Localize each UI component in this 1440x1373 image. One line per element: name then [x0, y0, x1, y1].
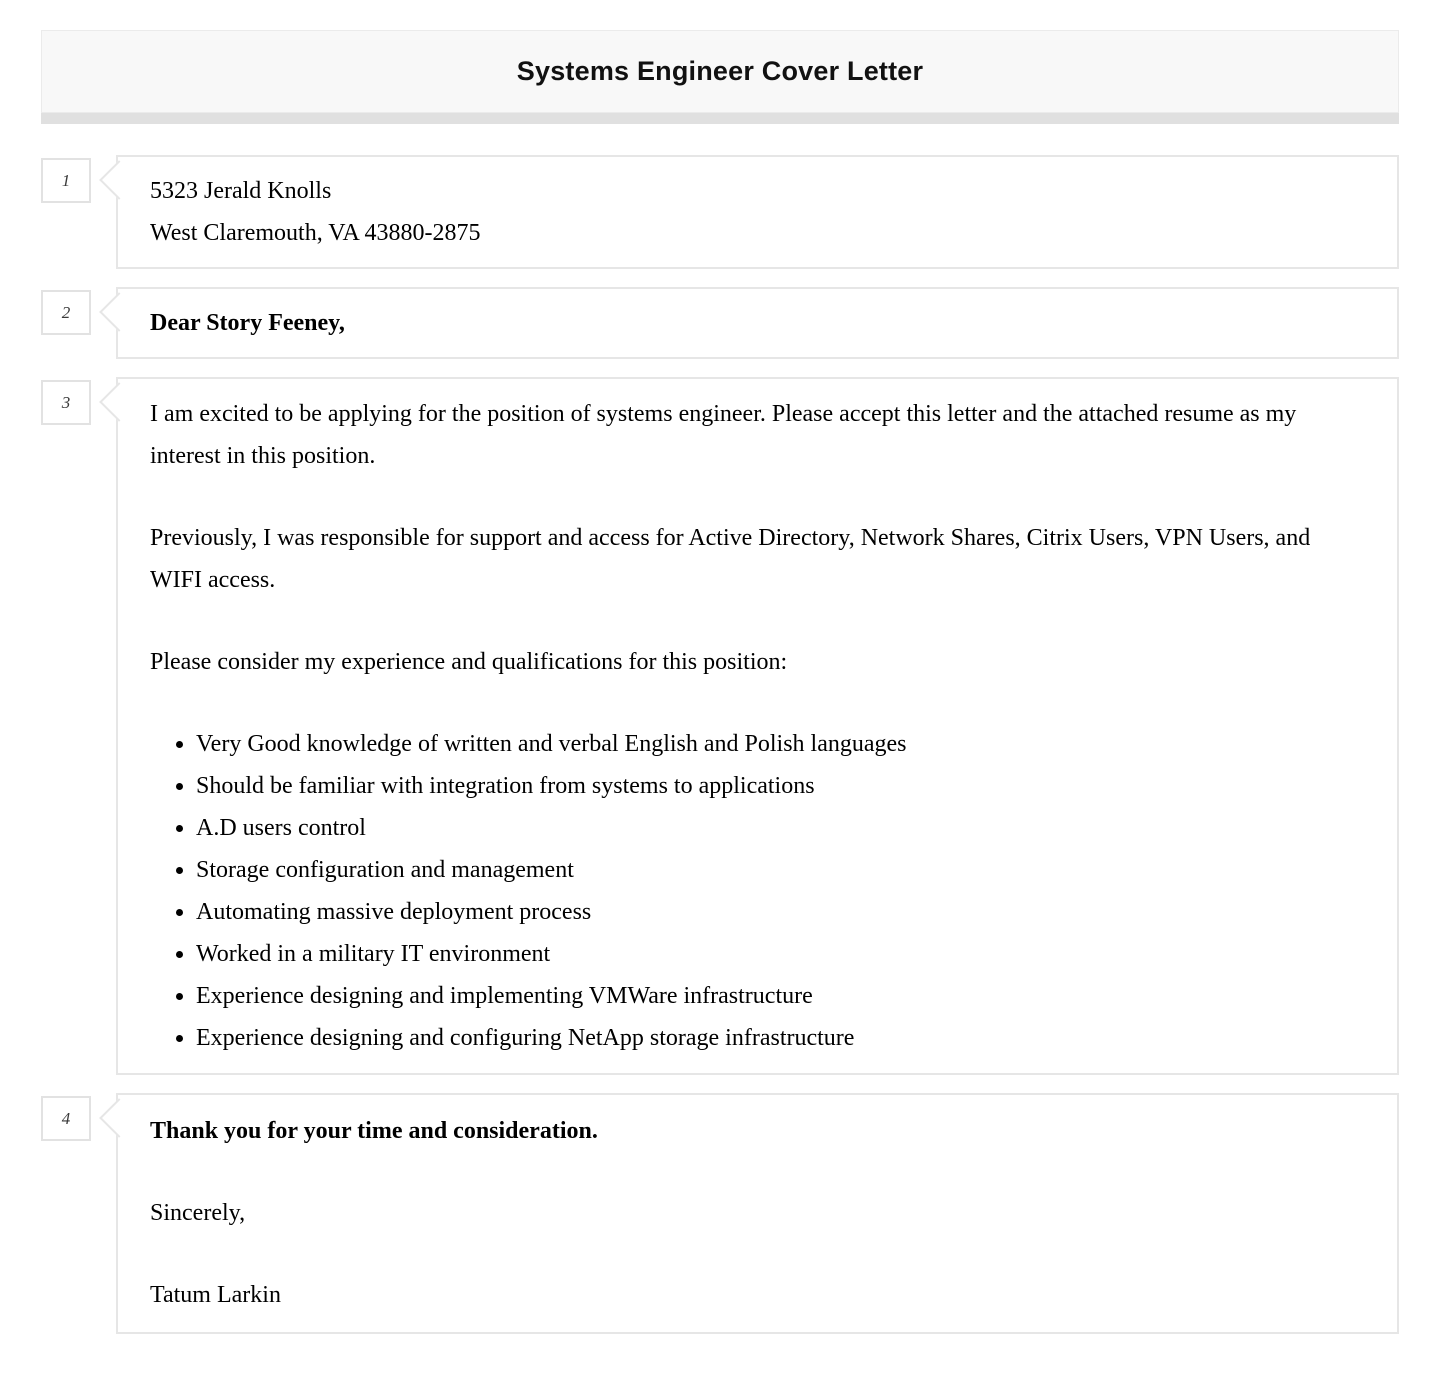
section-number: 2 [61, 302, 71, 322]
body-box [116, 377, 1399, 1075]
section-number: 1 [61, 170, 71, 190]
section-number-badge [41, 1096, 91, 1141]
body-paragraph: Please consider my experience and qualifications for this position: [150, 649, 788, 675]
closing-box [116, 1093, 1399, 1334]
section-number-badge [41, 380, 91, 425]
section-closing [41, 1093, 1399, 1334]
section-number: 3 [61, 392, 71, 412]
body-paragraph: I am excited to be applying for the position of systems engineer. Please accept this letter and the attached resume as my interest in this position. [150, 401, 1297, 469]
section-number-badge [41, 290, 91, 335]
closing-signoff: Sincerely, [150, 1200, 246, 1226]
qualification-item: • Very Good knowledge of written and verbal English and Polish languages [196, 723, 1365, 765]
address-box [116, 155, 1399, 269]
qualification-item: • Experience designing and configuring NetApp storage infrastructure [196, 1017, 1365, 1059]
section-number-badge [41, 158, 91, 203]
qualification-item: • Storage configuration and management [196, 849, 1365, 891]
salutation-box [116, 287, 1399, 359]
address-line-1: 5323 Jerald Knolls [150, 178, 332, 204]
letter-sections [41, 155, 1399, 1334]
qualification-item: • Should be familiar with integration from systems to applications [196, 765, 1365, 807]
page-header [41, 30, 1399, 113]
closing-thanks: Thank you for your time and consideration. [150, 1118, 598, 1144]
closing-signature: Tatum Larkin [150, 1282, 281, 1308]
body-paragraph: Previously, I was responsible for support and access for Active Directory, Network Shares, Citrix Users, VPN Users, and WIFI access. [150, 525, 1311, 593]
address-line-2: West Claremouth, VA 43880-2875 [150, 220, 481, 246]
salutation-text: Dear Story Feeney, [150, 310, 345, 336]
qualification-item: • Automating massive deployment process [196, 891, 1365, 933]
section-address [41, 155, 1399, 269]
header-shadow-strip [41, 113, 1399, 124]
page-title: Systems Engineer Cover Letter [516, 56, 924, 86]
qualification-item: • Worked in a military IT environment [196, 933, 1365, 975]
qualification-item: • A.D users control [196, 807, 1365, 849]
section-body [41, 377, 1399, 1075]
qualification-item: • Experience designing and implementing VMWare infrastructure [196, 975, 1365, 1017]
qualifications-list [150, 723, 1365, 1059]
section-salutation [41, 287, 1399, 359]
section-number: 4 [61, 1108, 71, 1128]
